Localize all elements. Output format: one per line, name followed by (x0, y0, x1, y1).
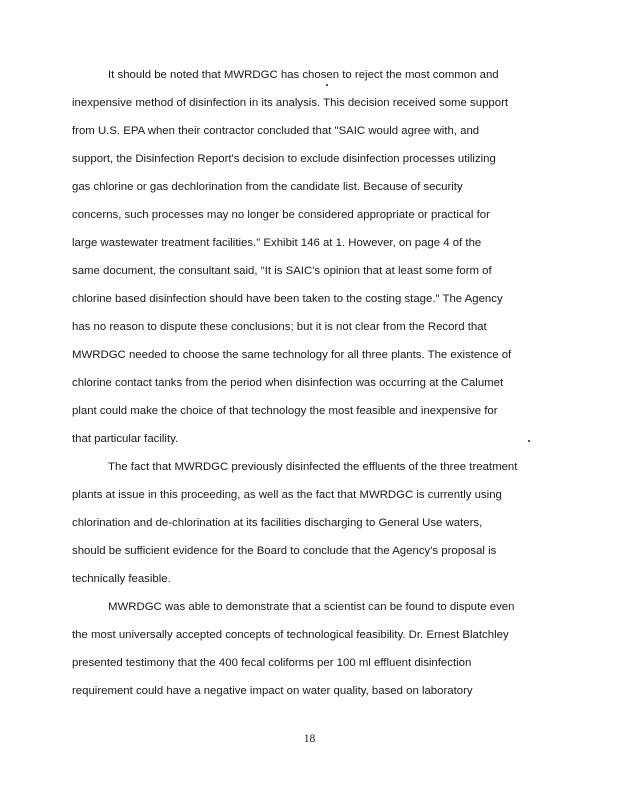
text-line: MWRDGC was able to demonstrate that a scientist can be found to dispute even (108, 601, 515, 613)
text-line: should be sufficient evidence for the Board to conclude that the Agency's proposal is (72, 545, 497, 557)
text-line: has no reason to dispute these conclusions; but it is not clear from the Record that (72, 321, 487, 333)
text-line: the most universally accepted concepts of technological feasibility. Dr. Ernest Blatchley (72, 629, 509, 641)
text-line: support, the Disinfection Report's decision to exclude disinfection processes utilizing (72, 153, 496, 165)
page-number: 18 (303, 733, 316, 745)
text-line: chlorination and de-chlorination at its facilities discharging to General Use waters, (72, 517, 483, 529)
text-line: plant could make the choice of that technology the most feasible and inexpensive for (72, 405, 498, 417)
scan-speck (528, 440, 530, 442)
text-line: that particular facility. (72, 433, 179, 445)
text-line: requirement could have a negative impact on water quality, based on laboratory (72, 685, 473, 697)
text-line: chlorine contact tanks from the period when disinfection was occurring at the Calumet (72, 377, 504, 389)
text-line: The fact that MWRDGC previously disinfected the effluents of the three treatment (108, 461, 518, 473)
text-line: concerns, such processes may no longer be considered appropriate or practical for (72, 209, 490, 221)
text-line: large wastewater treatment facilities." Exhibit 146 at 1. However, on page 4 of the (72, 237, 482, 249)
text-line: same document, the consultant said, "It is SAIC's opinion that at least some form of (72, 265, 492, 277)
text-line: gas chlorine or gas dechlorination from the candidate list. Because of security (72, 181, 463, 193)
text-line: It should be noted that MWRDGC has chosen to reject the most common and (108, 69, 499, 81)
scan-speck (326, 84, 328, 86)
text-line: technically feasible. (72, 573, 171, 585)
text-line: inexpensive method of disinfection in its analysis. This decision received some support (72, 97, 509, 109)
text-line: plants at issue in this proceeding, as well as the fact that MWRDGC is currently using (72, 489, 502, 501)
text-line: from U.S. EPA when their contractor concluded that "SAIC would agree with, and (72, 125, 480, 137)
text-line: MWRDGC needed to choose the same technology for all three plants. The existence of (72, 349, 512, 361)
text-line: chlorine based disinfection should have been taken to the costing stage." The Agency (72, 293, 503, 305)
text-line: presented testimony that the 400 fecal coliforms per 100 ml effluent disinfection (72, 657, 472, 669)
